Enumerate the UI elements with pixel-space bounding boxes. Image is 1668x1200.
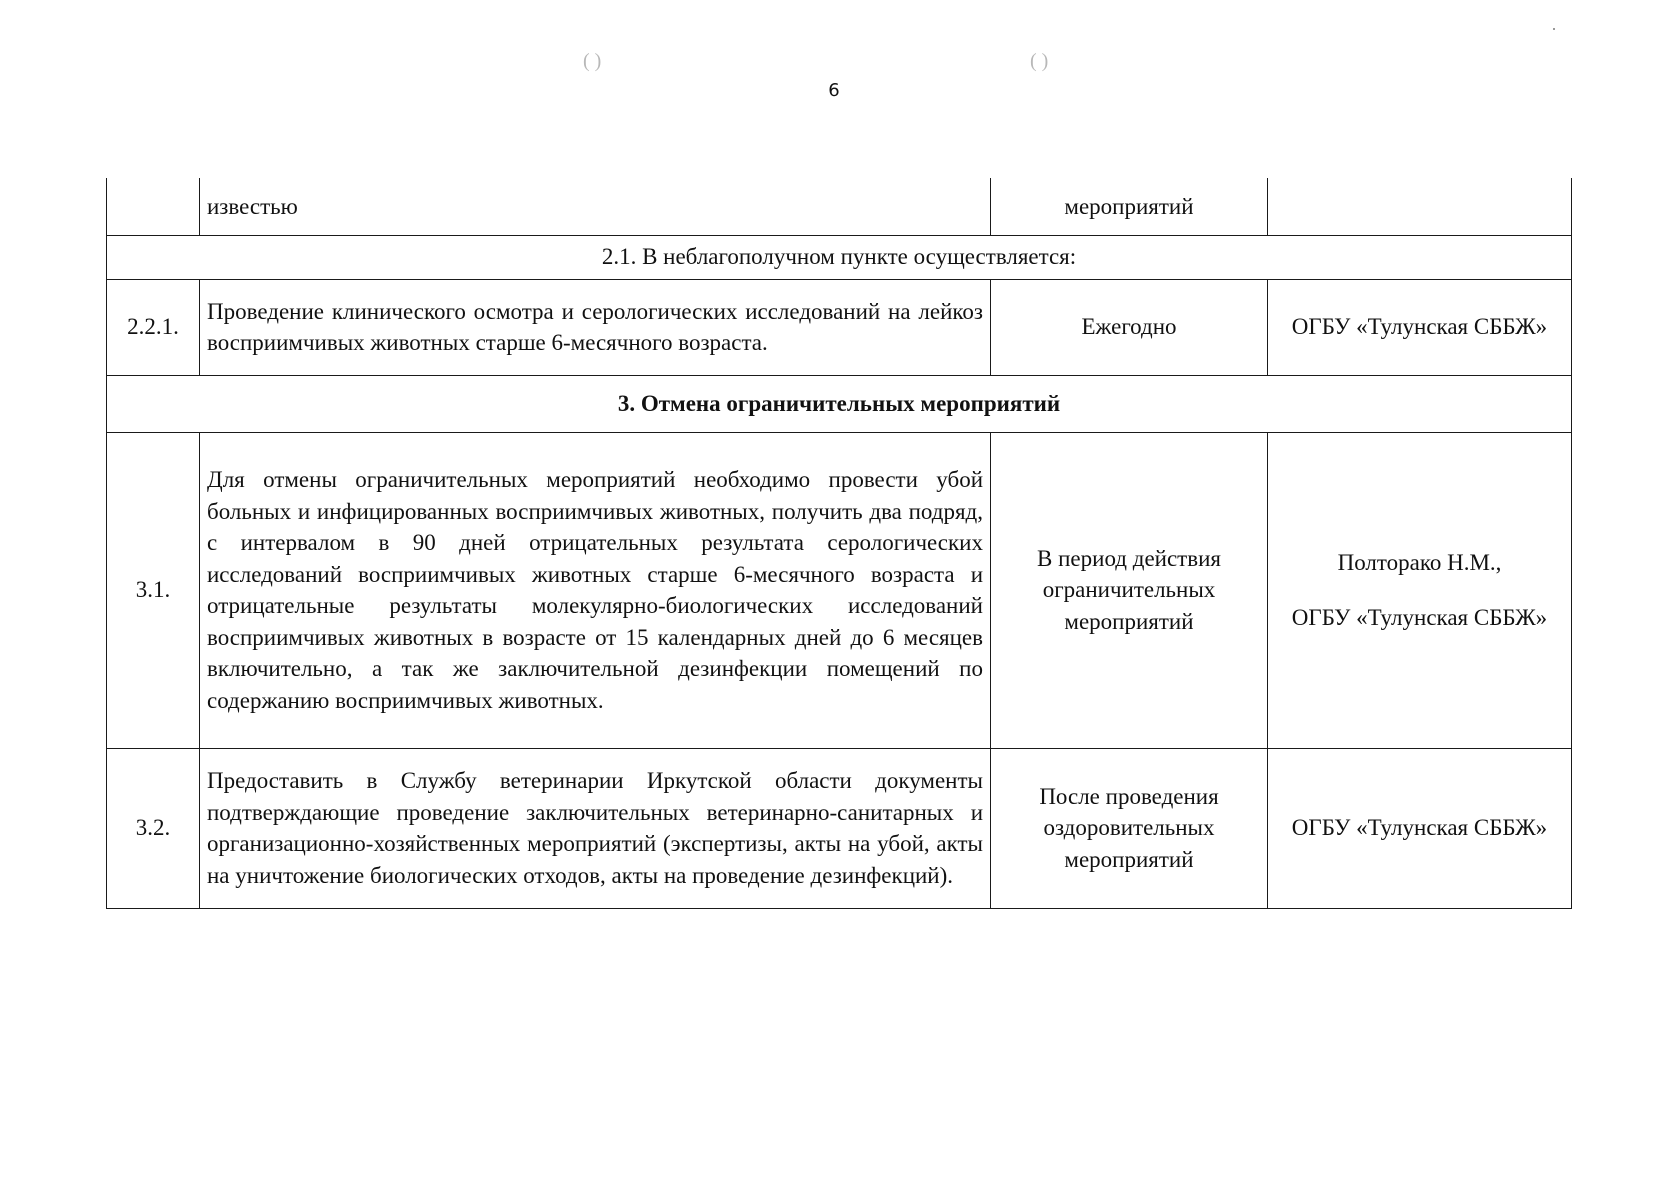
scan-artifact-right: ( ) <box>1030 50 1049 72</box>
responsible-person: Полторако Н.М., <box>1337 549 1502 575</box>
cell-responsible: ОГБУ «Тулунская СББЖ» <box>1268 279 1572 375</box>
table-row-2-2-1 <box>107 279 1572 375</box>
measures-table <box>106 178 1572 909</box>
cell-num: 3.1. <box>107 432 200 748</box>
section-heading-3: 3. Отмена ограничительных мероприятий <box>107 375 1572 432</box>
section-heading-2-1: 2.1. В неблагополучном пункте осуществляется: <box>107 235 1572 279</box>
cell-description: Для отмены ограничительных мероприятий необходимо провести убой больных и инфицированных восприимчивых животных, получить два подряд, с интервалом в 90 дней отрицательных результата серологических исследований восприимчивых животных старше 6-месячного возраста и отрицательные результаты молекулярно-биологических исследований восприимчивых животных в возрасте от 15 календарных дней до 6 месяцев включительно, а так же заключительной дезинфекции помещений по содержанию восприимчивых животных. <box>200 432 991 748</box>
table-row-section-3 <box>107 375 1572 432</box>
table-row-3-2 <box>107 748 1572 908</box>
table-row-continuation <box>107 178 1572 235</box>
cell-description: известью <box>200 178 991 235</box>
table-row-3-1 <box>107 432 1572 748</box>
scan-artifact-left: ( ) <box>583 50 602 72</box>
page-number: 6 <box>828 80 840 101</box>
cell-num: 3.2. <box>107 748 200 908</box>
cell-description: Предоставить в Службу ветеринарии Иркутской области документы подтверждающие проведение заключительных ветеринарно-санитарных и организационно-хозяйственных мероприятий (экспертизы, акты на убой, акты на уничтожение биологических отходов, акты на проведение дезинфекций). <box>200 748 991 908</box>
responsible-org: ОГБУ «Тулунская СББЖ» <box>1291 605 1548 630</box>
cell-responsible <box>1268 432 1572 748</box>
cell-num <box>107 178 200 235</box>
table-row-section-2-1 <box>107 235 1572 279</box>
cell-responsible: ОГБУ «Тулунская СББЖ» <box>1268 748 1572 908</box>
cell-term: В период действия ограничительных мероприятий <box>991 432 1268 748</box>
spacer <box>1275 578 1564 602</box>
cell-description: Проведение клинического осмотра и серологических исследований на лейкоз восприимчивых животных старше 6-месячного возраста. <box>200 279 991 375</box>
cell-term: Ежегодно <box>991 279 1268 375</box>
cell-term: После проведения оздоровительных мероприятий <box>991 748 1268 908</box>
cell-term: мероприятий <box>991 178 1268 235</box>
scan-dot <box>1553 28 1555 30</box>
cell-responsible <box>1268 178 1572 235</box>
cell-num: 2.2.1. <box>107 279 200 375</box>
